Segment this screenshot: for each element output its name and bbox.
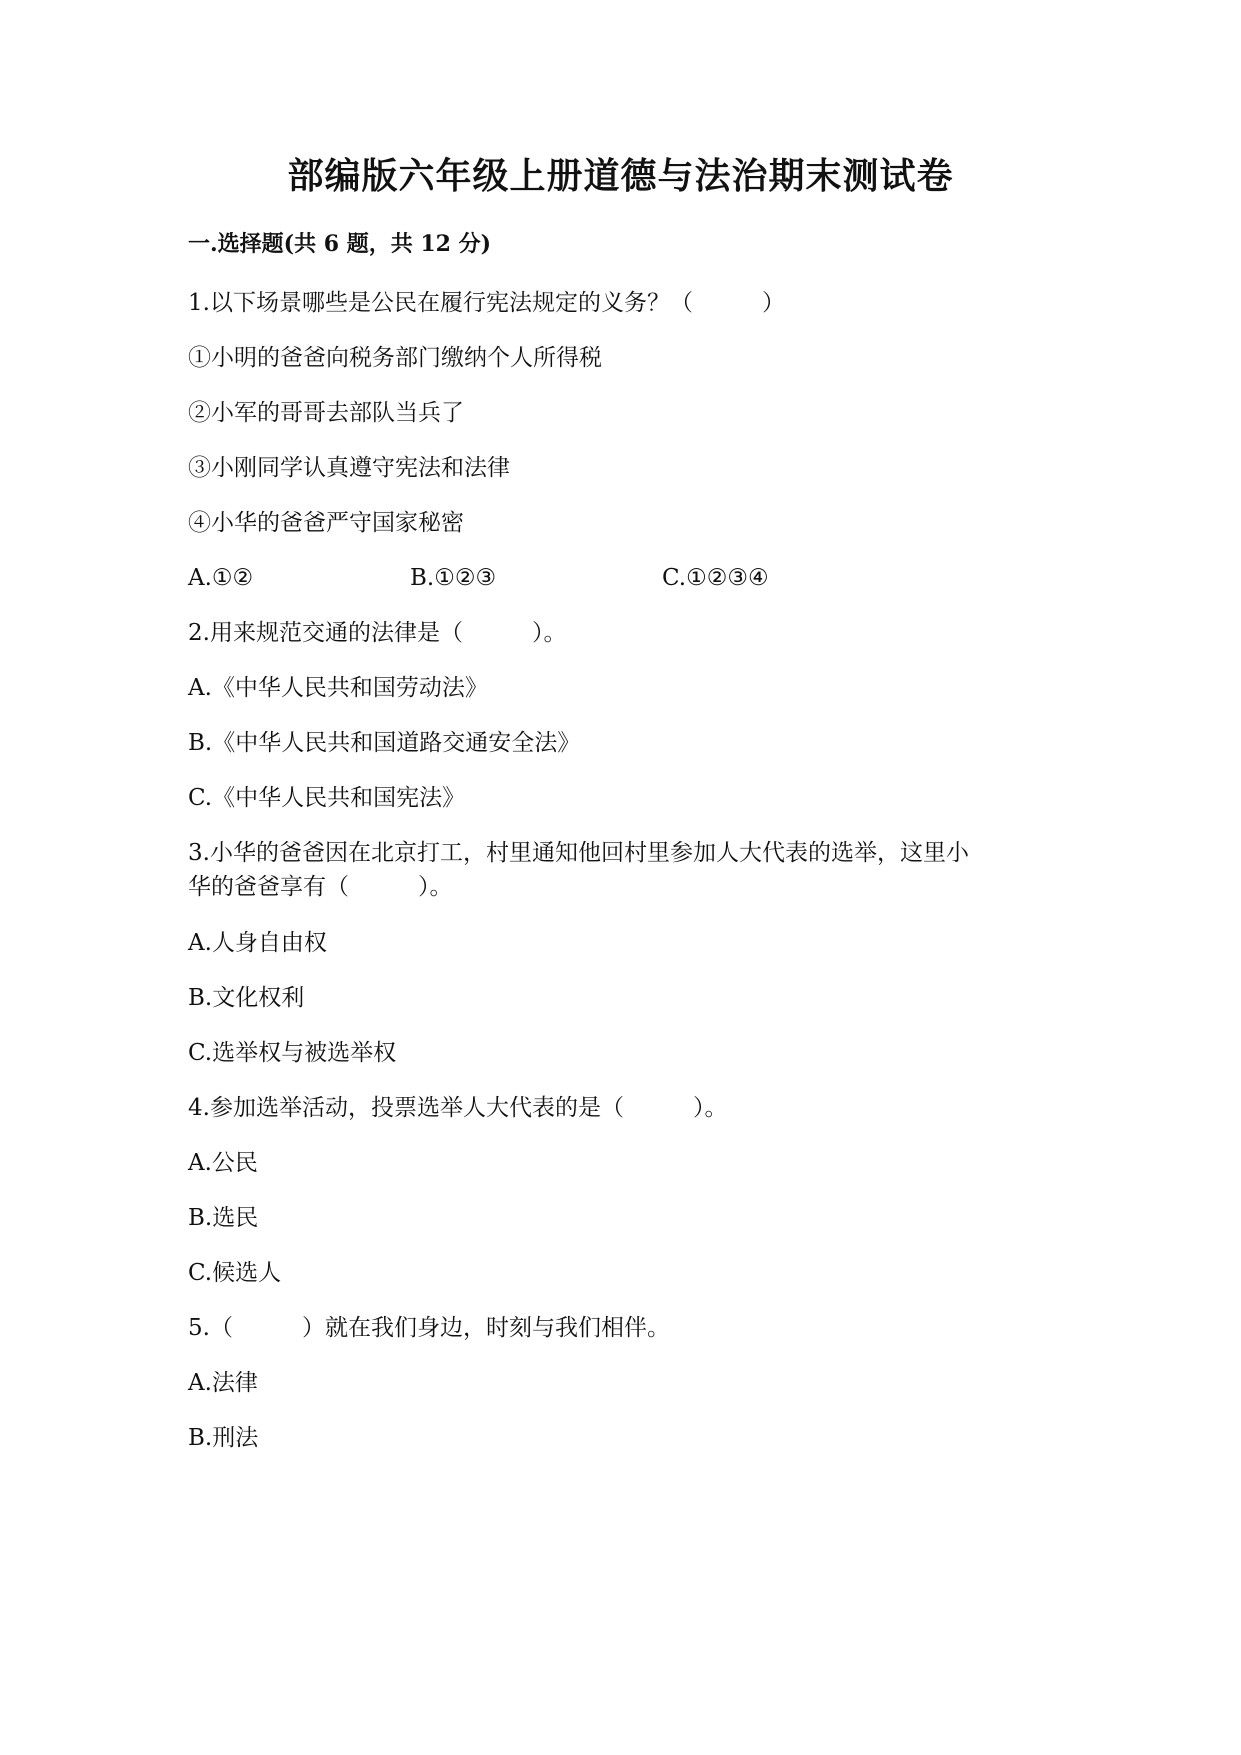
question-4-option-b: B.选民: [188, 1205, 259, 1231]
question-5-option-a: A.法律: [188, 1370, 258, 1396]
question-1-item-3: ③小刚同学认真遵守宪法和法律: [188, 455, 510, 481]
question-3-option-b: B.文化权利: [188, 985, 305, 1011]
question-1-item-2: ②小军的哥哥去部队当兵了: [188, 400, 464, 426]
question-1-option-a: A.①②: [188, 565, 254, 591]
question-3-stem-line-1: 3.小华的爸爸因在北京打工，村里通知他回村里参加人大代表的选举，这里小: [188, 840, 969, 866]
question-3-stem-line-2: 华的爸爸享有（ ）。: [188, 874, 453, 900]
question-4-stem: 4.参加选举活动，投票选举人大代表的是（ ）。: [188, 1095, 728, 1121]
question-3-option-c: C.选举权与被选举权: [188, 1040, 397, 1066]
section-header: 一.选择题(共 6 题，共 12 分): [188, 231, 492, 257]
question-1-item-4: ④小华的爸爸严守国家秘密: [188, 510, 464, 536]
question-5-stem: 5.（ ）就在我们身边，时刻与我们相伴。: [188, 1315, 670, 1341]
question-4-option-a: A.公民: [188, 1150, 258, 1176]
question-2-option-a: A.《中华人民共和国劳动法》: [188, 675, 488, 701]
exam-title: 部编版六年级上册道德与法治期末测试卷: [287, 155, 954, 197]
question-2-stem: 2.用来规范交通的法律是（ ）。: [188, 620, 567, 646]
question-1-option-b: B.①②③: [410, 565, 497, 591]
question-5-option-b: B.刑法: [188, 1425, 259, 1451]
question-4-option-c: C.候选人: [188, 1260, 282, 1286]
question-1-option-c: C.①②③④: [662, 565, 769, 591]
question-2-option-c: C.《中华人民共和国宪法》: [188, 785, 466, 811]
question-2-option-b: B.《中华人民共和国道路交通安全法》: [188, 730, 581, 756]
question-3-option-a: A.人身自由权: [188, 930, 327, 956]
question-1-item-1: ①小明的爸爸向税务部门缴纳个人所得税: [188, 345, 602, 371]
question-1-stem: 1.以下场景哪些是公民在履行宪法规定的义务？（ ）: [188, 290, 785, 316]
